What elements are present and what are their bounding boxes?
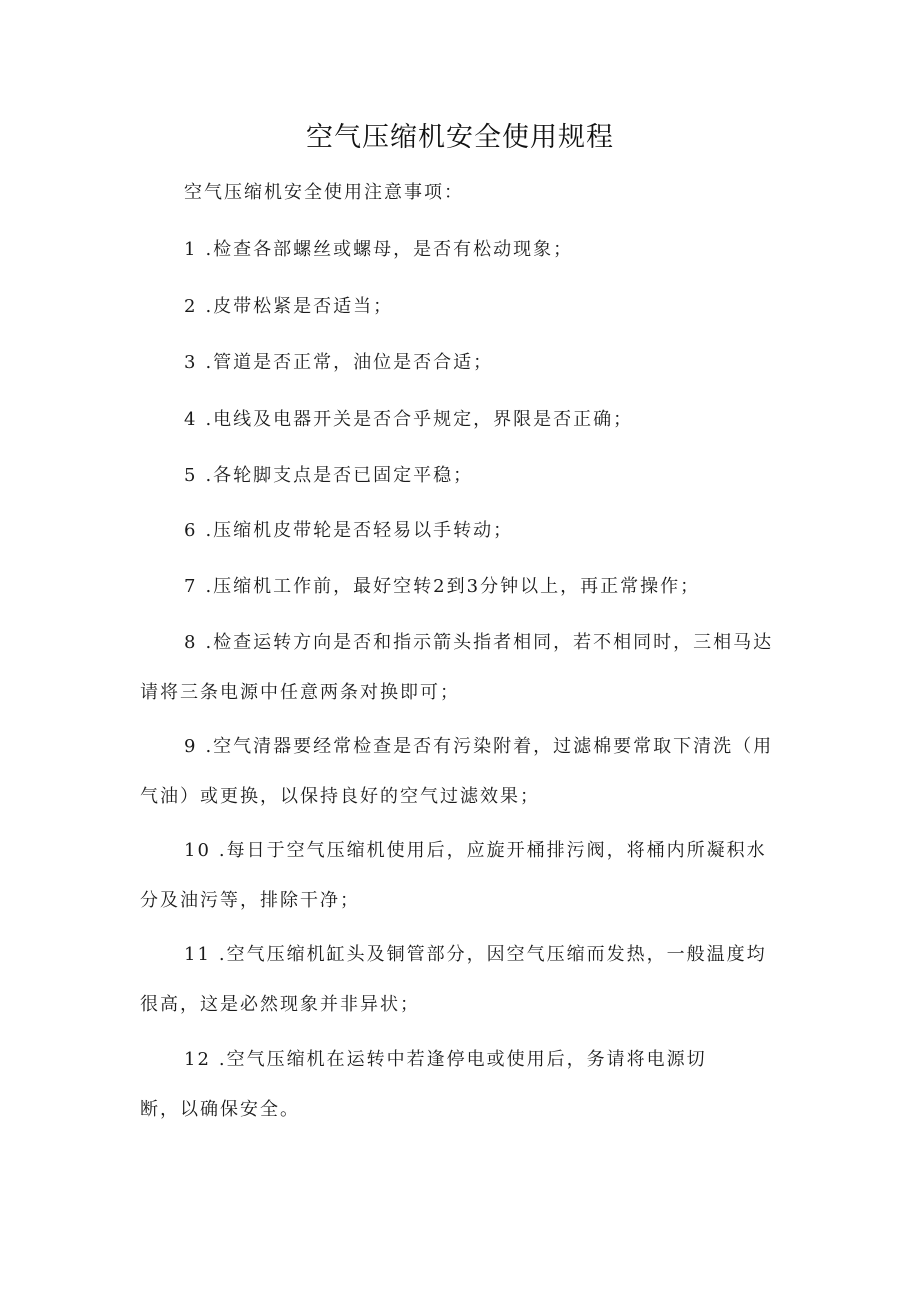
item-number: 2 [184, 296, 198, 317]
list-item [140, 930, 790, 1030]
item-number: 6 [184, 520, 198, 541]
item-text: .压缩机皮带轮是否轻易以手转动； [205, 520, 514, 541]
item-text-continued: 断，以确保安全。 [140, 1099, 300, 1120]
item-text-continued: 分及油污等，排除干净； [140, 890, 360, 911]
list-item [140, 722, 790, 822]
item-number: 8 [184, 632, 198, 653]
item-text: .空气压缩机在运转中若逢停电或使用后，务请将电源切 [218, 1049, 707, 1070]
item-number: 10 [184, 840, 211, 861]
list-item [140, 826, 790, 926]
item-text: .电线及电器开关是否合乎规定，界限是否正确； [205, 409, 634, 430]
document-title: 空气压缩机安全使用规程 [306, 122, 614, 153]
list-item [140, 282, 790, 332]
item-text-continued: 请将三条电源中任意两条对换即可； [140, 682, 460, 703]
list-item [140, 506, 790, 556]
item-number: 7 [184, 576, 198, 597]
item-number: 12 [184, 1049, 211, 1070]
item-text: .空气清器要经常检查是否有污染附着，过滤棉要常取下清洗（用 [205, 736, 774, 757]
item-text-continued: 很高，这是必然现象并非异状； [140, 994, 420, 1015]
item-text: .空气压缩机缸头及铜管部分，因空气压缩而发热，一般温度均 [218, 944, 767, 965]
item-number: 4 [184, 409, 198, 430]
item-number: 1 [184, 239, 198, 260]
item-text: .各轮脚支点是否已固定平稳； [205, 465, 474, 486]
item-text: .管道是否正常，油位是否合适； [205, 352, 494, 373]
item-text: .皮带松紧是否适当； [205, 296, 394, 317]
list-item [140, 338, 790, 388]
list-item [140, 451, 790, 501]
list-item [140, 1035, 790, 1135]
item-number: 9 [184, 736, 198, 757]
item-text-continued: 气油）或更换，以保持良好的空气过滤效果； [140, 786, 540, 807]
item-text: .检查运转方向是否和指示箭头指者相同，若不相同时，三相马达 [205, 632, 774, 653]
intro-paragraph [140, 168, 790, 218]
item-text: .每日于空气压缩机使用后，应旋开桶排污阀，将桶内所凝积水 [218, 840, 767, 861]
list-item [140, 562, 790, 612]
item-number: 3 [184, 352, 198, 373]
item-text: .压缩机工作前，最好空转2到3分钟以上，再正常操作； [205, 576, 701, 597]
item-number: 11 [184, 944, 211, 965]
list-item [140, 395, 790, 445]
item-text: .检查各部螺丝或螺母，是否有松动现象； [205, 239, 574, 260]
list-item [140, 618, 790, 718]
item-number: 5 [184, 465, 198, 486]
intro-text: 空气压缩机安全使用注意事项： [184, 182, 464, 203]
list-item [140, 225, 790, 275]
